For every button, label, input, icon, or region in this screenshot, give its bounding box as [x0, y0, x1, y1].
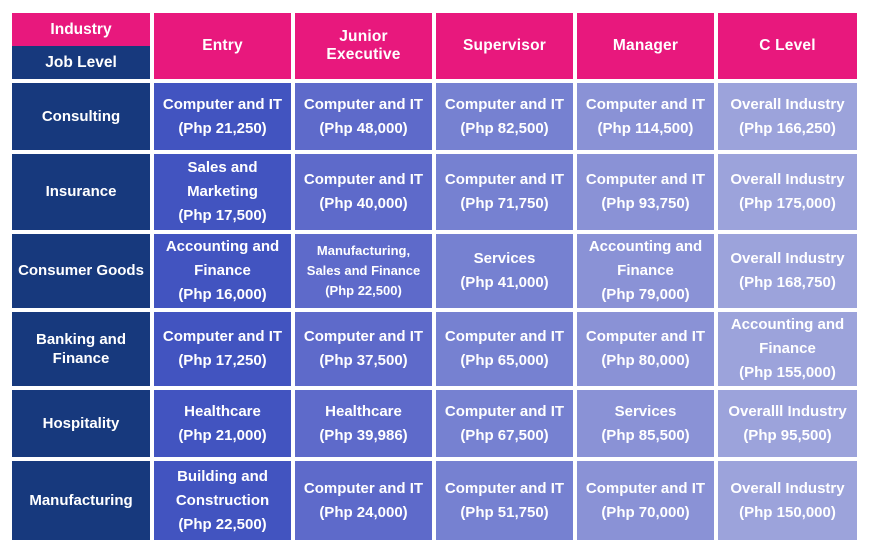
field-label: Overall Industry — [730, 479, 845, 497]
salary-label: (Php 93,750) — [601, 195, 690, 212]
data-cell — [436, 312, 573, 386]
field-label: Computer and IT — [444, 479, 565, 497]
field-label: Services — [473, 250, 536, 267]
field-label: Computer and IT — [585, 479, 706, 497]
salary-label: (Php 17,500) — [178, 207, 267, 224]
salary-label: (Php 40,000) — [319, 195, 408, 212]
data-cell — [154, 83, 291, 150]
field-label: Computer and IT — [303, 479, 424, 497]
row-header-manufacturing: Manufacturing — [12, 461, 150, 540]
salary-table — [12, 13, 857, 540]
data-cell — [436, 390, 573, 457]
salary-label: (Php 37,500) — [319, 352, 408, 369]
salary-label: (Php 168,750) — [739, 274, 836, 291]
data-cell — [718, 390, 857, 457]
data-cell — [295, 312, 432, 386]
row-header-hospitality: Hospitality — [12, 390, 150, 457]
data-cell — [154, 461, 291, 540]
field-label: Manufacturing, Sales and Finance — [306, 242, 421, 278]
field-label: Building and Construction — [175, 467, 270, 509]
field-label: Computer and IT — [585, 95, 706, 113]
row-header-insurance: Insurance — [12, 154, 150, 230]
data-cell — [436, 461, 573, 540]
job-level-header-label: Job Level — [12, 46, 150, 79]
data-cell — [577, 234, 714, 308]
data-cell — [577, 390, 714, 457]
salary-label: (Php 67,500) — [460, 426, 549, 444]
salary-label: (Php 80,000) — [601, 352, 690, 369]
field-label: Sales and Marketing — [187, 159, 258, 200]
data-cell — [154, 312, 291, 386]
salary-label: (Php 65,000) — [460, 352, 549, 369]
salary-label: (Php 82,500) — [460, 119, 549, 137]
salary-label: (Php 22,500) — [178, 515, 267, 533]
salary-label: (Php 166,250) — [739, 119, 836, 137]
row-header-banking-and-finance: Banking and Finance — [12, 312, 150, 386]
field-label: Overalll Industry — [728, 402, 847, 420]
data-cell — [436, 234, 573, 308]
salary-label: (Php 51,750) — [460, 503, 549, 521]
data-cell — [577, 154, 714, 230]
field-label: Overall Industry — [730, 171, 845, 188]
salary-label: (Php 155,000) — [739, 364, 836, 381]
data-cell — [577, 83, 714, 150]
field-label: Computer and IT — [444, 328, 565, 345]
data-cell — [718, 154, 857, 230]
field-label: Computer and IT — [303, 171, 424, 188]
field-label: Services — [614, 402, 677, 420]
column-header-junior-executive: Junior Executive — [295, 13, 432, 79]
field-label: Computer and IT — [585, 171, 706, 188]
data-cell — [295, 83, 432, 150]
data-cell — [718, 234, 857, 308]
salary-label: (Php 95,500) — [743, 426, 832, 444]
data-cell — [154, 154, 291, 230]
salary-label: (Php 21,000) — [178, 426, 267, 444]
field-label: Computer and IT — [303, 328, 424, 345]
field-label: Computer and IT — [444, 95, 565, 113]
salary-label: (Php 175,000) — [739, 195, 836, 212]
field-label: Computer and IT — [444, 171, 565, 188]
field-label: Accounting and Finance — [165, 238, 280, 279]
column-header-entry: Entry — [154, 13, 291, 79]
industry-header-label: Industry — [12, 13, 150, 46]
field-label: Healthcare — [184, 402, 261, 420]
salary-label: (Php 48,000) — [319, 119, 408, 137]
salary-label: (Php 85,500) — [601, 426, 690, 444]
column-header-c-level: C Level — [718, 13, 857, 79]
field-label: Accounting and Finance — [730, 316, 845, 357]
field-label: Computer and IT — [162, 328, 283, 345]
field-label: Accounting and Finance — [588, 238, 703, 279]
salary-label: (Php 41,000) — [460, 274, 549, 291]
data-cell — [718, 83, 857, 150]
field-label: Computer and IT — [444, 402, 565, 420]
data-cell — [295, 461, 432, 540]
salary-label: (Php 39,986) — [319, 426, 408, 444]
data-cell — [436, 83, 573, 150]
row-header-consulting: Consulting — [12, 83, 150, 150]
salary-label: (Php 150,000) — [739, 503, 836, 521]
corner-cell — [12, 13, 150, 79]
field-label: Healthcare — [325, 402, 402, 420]
salary-label: (Php 114,500) — [597, 119, 694, 137]
data-cell — [295, 390, 432, 457]
field-label: Computer and IT — [585, 328, 706, 345]
column-header-manager: Manager — [577, 13, 714, 79]
data-cell — [154, 234, 291, 308]
field-label: Computer and IT — [162, 95, 283, 113]
salary-label: (Php 17,250) — [178, 352, 267, 369]
data-cell — [295, 234, 432, 308]
data-cell — [718, 461, 857, 540]
data-cell — [577, 312, 714, 386]
field-label: Computer and IT — [303, 95, 424, 113]
salary-label: (Php 22,500) — [325, 283, 402, 299]
salary-label: (Php 71,750) — [460, 195, 549, 212]
salary-label: (Php 21,250) — [178, 119, 267, 137]
field-label: Overall Industry — [730, 95, 845, 113]
data-cell — [718, 312, 857, 386]
data-cell — [436, 154, 573, 230]
field-label: Overall Industry — [730, 250, 845, 267]
salary-label: (Php 16,000) — [178, 286, 267, 303]
column-header-supervisor: Supervisor — [436, 13, 573, 79]
salary-label: (Php 70,000) — [601, 503, 690, 521]
row-header-consumer-goods: Consumer Goods — [12, 234, 150, 308]
data-cell — [577, 461, 714, 540]
data-cell — [295, 154, 432, 230]
salary-label: (Php 79,000) — [601, 286, 690, 303]
salary-label: (Php 24,000) — [319, 503, 408, 521]
data-cell — [154, 390, 291, 457]
